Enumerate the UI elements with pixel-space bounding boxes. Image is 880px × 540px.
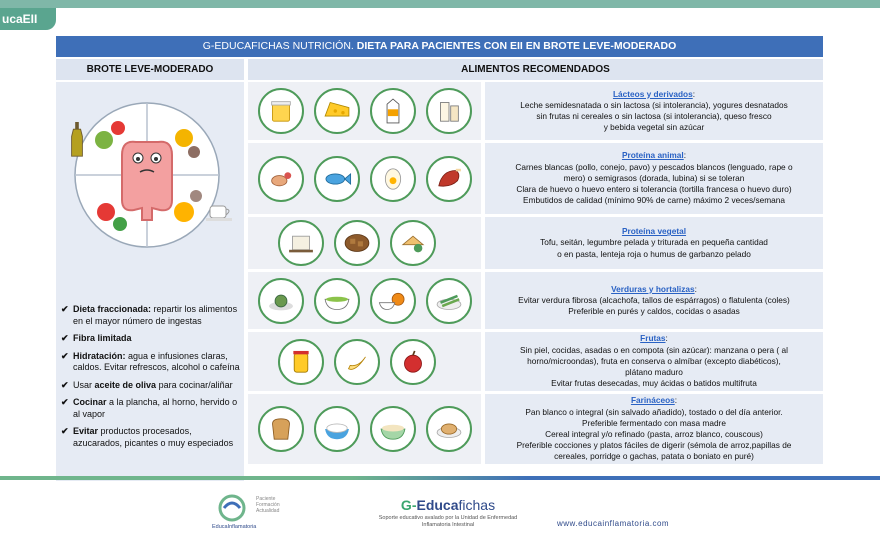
food-plate-illustration-icon <box>72 100 222 250</box>
tip-bold: aceite de oliva <box>94 379 157 390</box>
artichoke-dish-icon <box>258 278 304 324</box>
food-row-verduras <box>248 272 823 329</box>
check-icon: ✔ <box>61 350 69 361</box>
food-images <box>248 143 481 214</box>
check-icon: ✔ <box>61 333 69 343</box>
food-text: Lácteos y derivados: Leche semidesnatada o sin lactosa (si intolerancia), yogures desnatados sin frutas ni cereales o sin lactosa (si intolerancia), queso fresco y bebida vegetal sin azúcar <box>485 82 823 140</box>
tip-item <box>61 304 241 327</box>
ham-icon <box>426 156 472 202</box>
tip-bold: Evitar <box>73 426 99 436</box>
food-images <box>248 332 481 391</box>
educainflamatoria-logo <box>212 494 322 534</box>
logo-side-text: Paciente Formación Actualidad <box>256 496 280 514</box>
olive-oil-bottle-icon <box>68 122 86 158</box>
tea-cup-icon <box>206 202 236 222</box>
food-line: Embutidos de calidad (mínimo 90% de carne) máximo 2 veces/semana <box>523 195 785 206</box>
tip-rest: para cocinar/aliñar <box>156 379 233 390</box>
brand-subtitle: Soporte educativo avalado por la Unidad de Enfermedad Inflamatoria Intestinal <box>378 515 518 528</box>
top-accent-bar <box>0 0 880 8</box>
food-text <box>485 217 823 269</box>
food-line: horno/microondas), fruta en conserva o almíbar (excepto diabéticos), <box>527 355 781 366</box>
tip-bold: Hidratación: <box>73 350 126 361</box>
column-headers <box>56 59 823 80</box>
website-link[interactable]: www.educainflamatoria.com <box>557 519 670 528</box>
brand-fichas: fichas <box>458 497 496 513</box>
milk-carton-icon <box>370 88 416 134</box>
tip-rest: repartir los alimentos en el mayor número de ingestas <box>73 304 238 326</box>
tip-item <box>61 351 241 374</box>
educafichas-sheet <box>56 36 823 481</box>
food-line: Sin piel, cocidas, asadas o en compota (sin azúcar): manzana o pera ( al <box>520 344 788 355</box>
title-main: DIETA PARA PACIENTES CON EII EN BROTE LEVE-MODERADO <box>356 40 677 52</box>
vegetable-soup-icon <box>314 278 360 324</box>
check-icon: ✔ <box>61 379 69 390</box>
food-line: Tofu, seitán, legumbre pelada y triturada en pequeña cantidad <box>540 237 768 248</box>
food-row-proteina-animal <box>248 143 823 214</box>
food-line: Preferible en purés y caldos, cocidas o asadas <box>568 306 740 317</box>
food-row-frutas <box>248 332 823 391</box>
food-line: Preferible fermentado con masa madre <box>582 417 726 428</box>
cheese-icon <box>314 88 360 134</box>
check-icon: ✔ <box>61 304 69 314</box>
brand-name <box>378 497 518 513</box>
tip-bold: Fibra limitada <box>73 333 132 343</box>
category-title: Farináceos <box>630 395 675 406</box>
tofu-icon <box>278 220 324 266</box>
tip-rest: productos procesados, azucarados, picantes o muy especiados <box>73 426 234 448</box>
food-images <box>248 272 481 329</box>
cooked-potato-icon <box>426 406 472 452</box>
seitan-icon <box>334 220 380 266</box>
eii-logo-icon <box>212 494 252 524</box>
category-title: Verduras y hortalizas <box>611 283 695 294</box>
food-text: Verduras y hortalizas: Evitar verdura fibrosa (alcachofa, tallos de espárragos) o flatulenta (coles) Preferible en purés y caldos, cocidas o asadas <box>485 272 823 329</box>
food-line: mero) o semigrasos (dorada, lubina) si se toleran <box>563 172 745 183</box>
food-line: Clara de huevo o huevo entero si tolerancia (tortilla francesa o huevo duro) <box>516 184 792 195</box>
food-line: Evitar frutas desecadas, muy ácidas o batidos multifruta <box>551 378 757 389</box>
category-title: Frutas <box>640 333 666 344</box>
food-row-farinaceos <box>248 394 823 464</box>
milk-glass-icon <box>426 88 472 134</box>
food-line: plátano maduro <box>625 367 683 378</box>
tip-item <box>61 426 241 449</box>
title-prefix: G-EDUCAFICHAS NUTRICIÓN. <box>202 40 357 52</box>
food-line: o en pasta, lenteja roja o humus de garbanzo pelado <box>557 248 751 259</box>
category-title: Proteína animal <box>621 150 684 161</box>
tip-item <box>61 333 241 345</box>
food-line: Carnes blancas (pollo, conejo, pavo) y pescados blancos (lenguado, rape o <box>515 161 793 172</box>
poultry-meat-icon <box>258 156 304 202</box>
food-line: Preferible cocciones y platos fáciles de digerir (sémola de arroz,papillas de <box>516 440 792 451</box>
food-images <box>248 217 481 269</box>
hummus-icon <box>390 220 436 266</box>
food-line: Leche semidesnatada o sin lactosa (si intolerancia), yogures desnatados <box>520 99 788 110</box>
tip-item <box>61 380 241 392</box>
fruit-jar-icon <box>278 339 324 385</box>
egg-icon <box>370 156 416 202</box>
left-column <box>56 82 244 481</box>
geducafichas-brand <box>378 497 518 529</box>
tip-bold: Dieta fraccionada: <box>73 304 152 314</box>
check-icon: ✔ <box>61 397 69 407</box>
porridge-icon <box>370 406 416 452</box>
brand-tab: ucaEII <box>0 8 56 30</box>
brand-educa: Educa <box>416 497 459 513</box>
banana-icon <box>334 339 380 385</box>
check-icon: ✔ <box>61 426 69 436</box>
asparagus-dish-icon <box>426 278 472 324</box>
brand-g: G <box>400 497 412 513</box>
category-title: Proteína vegetal <box>621 226 687 237</box>
food-images <box>248 394 481 464</box>
food-text: Frutas: Sin piel, cocidas, asadas o en compota (sin azúcar): manzana o pera ( al horno/microondas), fruta en conserva o almíbar (excepto diabéticos), plátano maduro Evitar frutas desecadas, muy ácidas o batidos multifruta <box>485 332 823 391</box>
food-text: Farináceos: Pan blanco o integral (sin salvado añadido), tostado o del día anterior. Preferible fermentado con masa madre Cereal integral y/o refinado (pasta, arroz blanco, couscous) Preferible cocciones y platos fáciles de digerir (sémola de arroz,papillas de cereales, porridge o gachas, patata o boniato en puré) <box>485 394 823 464</box>
tip-bold: Cocinar <box>73 397 107 407</box>
food-line: Evitar verdura fibrosa (alcachofa, tallos de espárragos) o flatulenta (coles) <box>518 294 790 305</box>
tip-pre: Usar <box>73 379 95 390</box>
tip-rest: a la plancha, al horno, hervido o al vapor <box>73 397 238 419</box>
yogurt-icon <box>258 88 304 134</box>
food-text: Proteína animal: Carnes blancas (pollo, conejo, pavo) y pescados blancos (lenguado, rape o mero) o semigrasos (dorada, lubina) si se toleran Clara de huevo o huevo entero si tolerancia (tortilla francesa o huevo duro) Embutidos de calidad (mínimo 90% de carne) máximo 2 veces/semana <box>485 143 823 214</box>
sheet-body <box>56 82 823 481</box>
food-row-lacteos <box>248 82 823 140</box>
food-line: sin frutas ni cereales o sin lactosa (si intolerancia), queso fresco <box>536 111 772 121</box>
logo-caption: EducaInflamatoria <box>212 524 257 530</box>
toast-icon <box>258 406 304 452</box>
header-alimentos: ALIMENTOS RECOMENDADOS <box>248 59 823 80</box>
tip-item <box>61 397 241 420</box>
food-row-proteina-vegetal <box>248 217 823 269</box>
food-images <box>248 82 481 140</box>
food-line: Cereal integral y/o refinado (pasta, arroz blanco, couscous) <box>545 429 763 439</box>
tip-rest: agua e infusiones claras, caldos. Evitar refrescos, alcohol o cafeína <box>73 350 240 372</box>
rice-bowl-icon <box>314 406 360 452</box>
tips-list <box>61 304 241 455</box>
pumpkin-puree-icon <box>370 278 416 324</box>
brand-dash: - <box>411 497 417 513</box>
bottom-accent-line <box>0 476 880 480</box>
apple-icon <box>390 339 436 385</box>
header-brote: BROTE LEVE-MODERADO <box>56 59 244 80</box>
fish-icon <box>314 156 360 202</box>
food-line: Pan blanco o integral (sin salvado añadido), tostado o del día anterior. <box>525 406 783 417</box>
food-rows <box>248 82 823 481</box>
category-title: Lácteos y derivados <box>612 88 693 99</box>
food-line: cereales, porridge o gachas, patata o boniato en puré) <box>554 451 754 462</box>
page-title <box>56 36 823 57</box>
food-line: y bebida vegetal sin azúcar <box>603 122 705 133</box>
